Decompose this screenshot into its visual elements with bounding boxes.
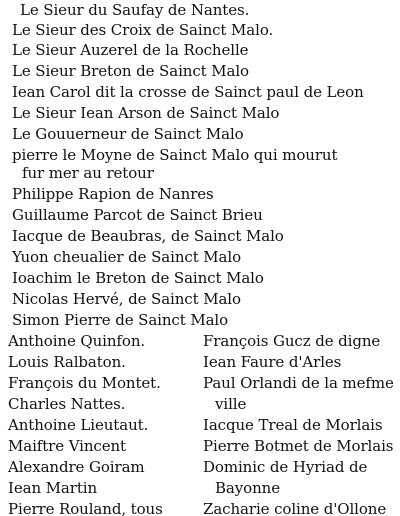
- name-line: Ioachim le Breton de Sainct Malo: [12, 269, 264, 287]
- right-column-entry: Dominic de Hyriad de: [203, 458, 368, 476]
- right-column-entry-continuation: ville: [215, 395, 247, 413]
- name-line: pierre le Moyne de Sainct Malo qui mourut: [12, 146, 338, 164]
- name-line-continuation: fur mer au retour: [22, 164, 154, 182]
- left-column-entry: Pierre Rouland, tous: [8, 500, 163, 516]
- name-line: Nicolas Hervé, de Sainct Malo: [12, 290, 241, 308]
- name-line: Le Sieur Auzerel de la Rochelle: [12, 41, 249, 59]
- right-column-entry: Pierre Botmet de Morlais: [203, 437, 394, 455]
- name-line: Iean Carol dit la crosse de Sainct paul de Leon: [12, 83, 364, 101]
- right-column-entry: Iacque Treal de Morlais: [203, 416, 383, 434]
- name-line: Le Sieur Iean Arson de Sainct Malo: [12, 104, 280, 122]
- left-column-entry: Maiftre Vincent: [8, 437, 126, 455]
- left-column-entry: François du Montet.: [8, 374, 161, 392]
- name-line: Le Gouuerneur de Sainct Malo: [12, 125, 244, 143]
- name-line: Le Sieur du Saufay de Nantes.: [20, 1, 250, 19]
- left-column-entry: Anthoine Quinfon.: [8, 332, 146, 350]
- name-line: Yuon cheualier de Sainct Malo: [12, 248, 242, 266]
- left-column-entry: Louis Ralbaton.: [8, 353, 126, 371]
- left-column-entry: Anthoine Lieutaut.: [8, 416, 149, 434]
- name-line: Simon Pierre de Sainct Malo: [12, 311, 229, 329]
- left-column-entry: Charles Nattes.: [8, 395, 126, 413]
- name-line: Iacque de Beaubras, de Sainct Malo: [12, 227, 284, 245]
- right-column-entry: Zacharie coline d'Ollone: [203, 500, 387, 516]
- right-column-entry: François Gucz de digne: [203, 332, 381, 350]
- name-line: Le Sieur des Croix de Sainct Malo.: [12, 21, 274, 39]
- left-column-entry: Iean Martin: [8, 479, 98, 497]
- name-line: Le Sieur Breton de Sainct Malo: [12, 62, 249, 80]
- left-column-entry: Alexandre Goiram: [8, 458, 145, 476]
- right-column-entry: Paul Orlandi de la mefme: [203, 374, 394, 392]
- name-line: Philippe Rapion de Nanres: [12, 185, 214, 203]
- right-column-entry-continuation: Bayonne: [215, 479, 280, 497]
- right-column-entry: Iean Faure d'Arles: [203, 353, 342, 371]
- name-line: Guillaume Parcot de Sainct Brieu: [12, 206, 263, 224]
